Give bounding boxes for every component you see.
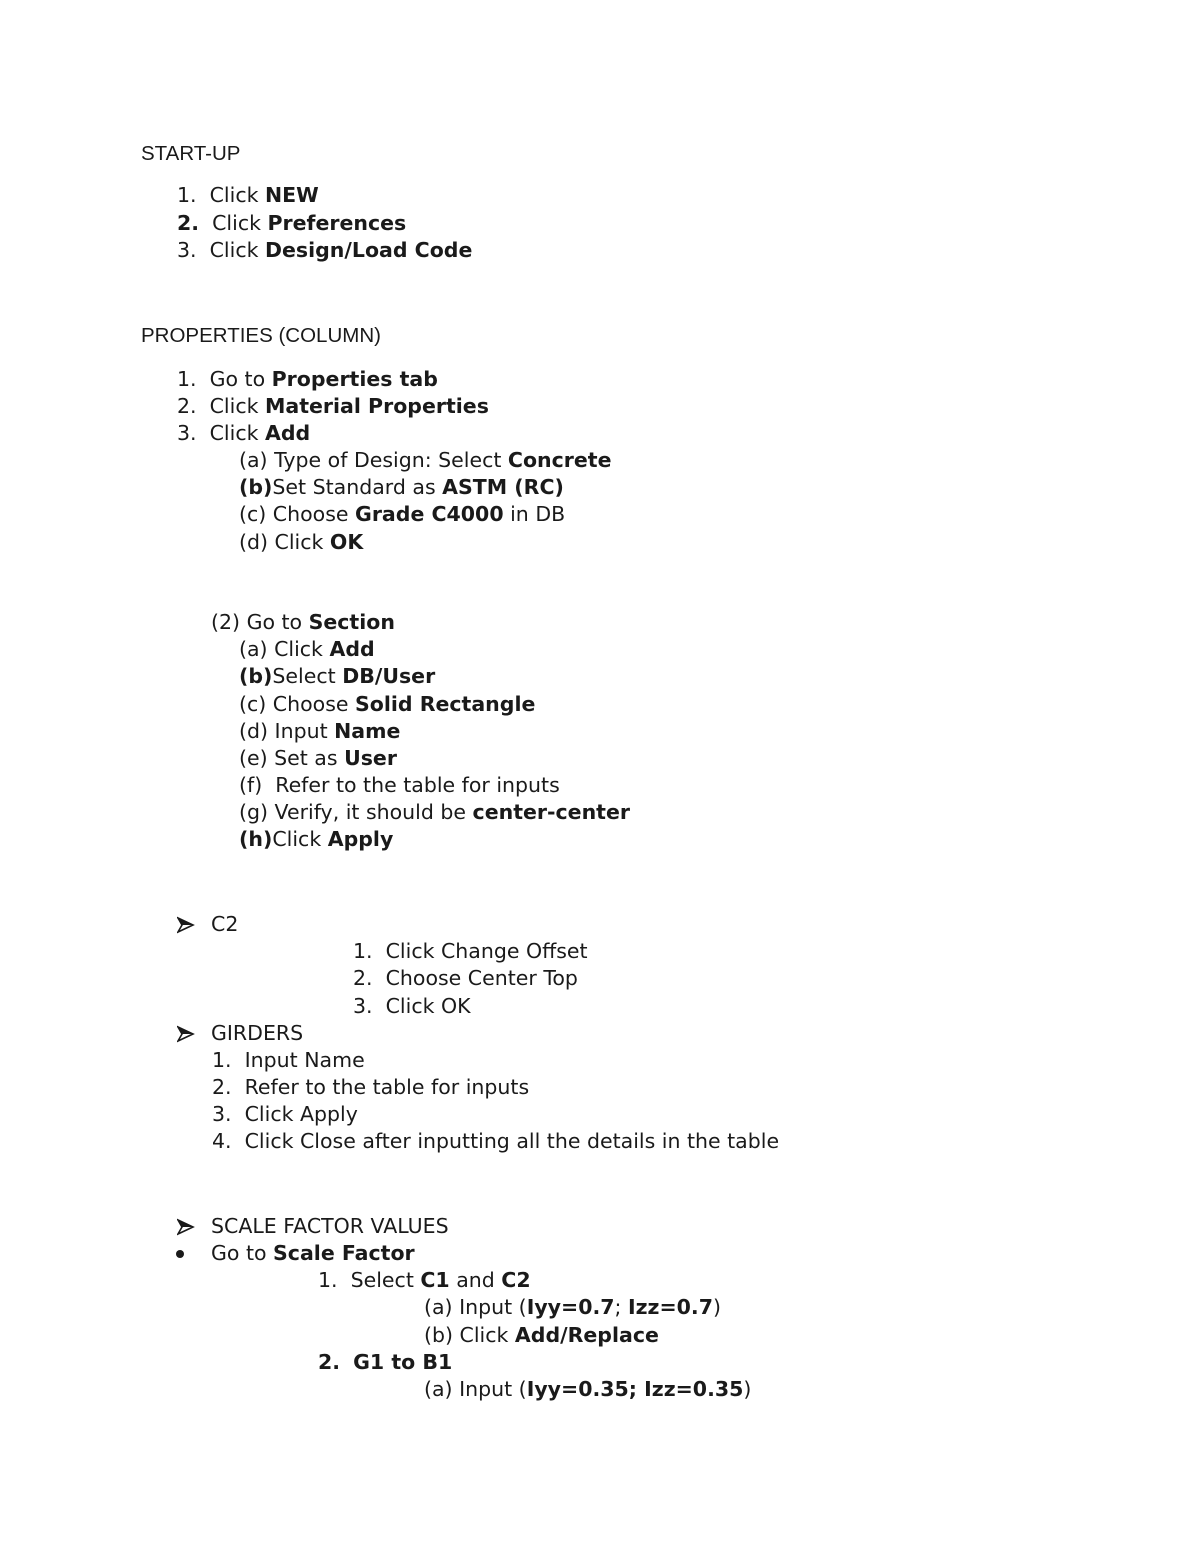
substep-bold: Apply: [327, 827, 394, 851]
substep-bold: Add/Replace: [514, 1323, 659, 1347]
step-text-mid: and: [449, 1268, 502, 1292]
step-bold: G1 to B1: [353, 1350, 453, 1374]
substep-bold: center-center: [472, 800, 630, 824]
c2-title: C2: [211, 912, 239, 936]
substep-label: (h): [239, 827, 273, 851]
step-bold: C2: [501, 1268, 531, 1292]
c2-step-1: [353, 938, 588, 965]
substep-bold: DB/User: [342, 664, 436, 688]
substep-text: Go to: [240, 610, 309, 634]
bullet-dot-icon: [176, 1250, 184, 1258]
list-number: 1.: [353, 939, 373, 963]
substep-bold: ASTM (RC): [442, 475, 564, 499]
scale-step-1: [318, 1267, 531, 1294]
substep-label: (a): [424, 1377, 453, 1401]
startup-step-1: [177, 182, 319, 209]
startup-step-3: [177, 237, 472, 264]
scale-step-1b: [424, 1322, 659, 1349]
step-bold: Design/Load Code: [264, 238, 473, 262]
substep-label: (c): [239, 692, 267, 716]
girders-title: GIRDERS: [211, 1021, 304, 1045]
list-number: 3.: [353, 994, 373, 1018]
substep-text: Click: [268, 530, 330, 554]
step-text: Click Close after inputting all the details in the table: [244, 1129, 780, 1153]
substep-label: (d): [239, 530, 269, 554]
add-substep-c: [239, 501, 565, 528]
substep-label: (2): [211, 610, 241, 634]
list-number: 1.: [177, 183, 197, 207]
substep-label: (b): [239, 475, 273, 499]
list-number: 2.: [177, 211, 200, 235]
substep-text: Select: [272, 664, 343, 688]
substep-text: Input (: [452, 1377, 527, 1401]
step-bold: C1: [420, 1268, 450, 1292]
step-text: Click: [212, 211, 268, 235]
list-number: 1.: [212, 1048, 232, 1072]
substep-text: Verify, it should be: [268, 800, 473, 824]
step-bold: NEW: [264, 183, 319, 207]
step-text: Click: [209, 421, 265, 445]
list-number: 3.: [177, 421, 197, 445]
substep-bold: Iyy=0.7: [526, 1295, 615, 1319]
properties-step-1: [177, 366, 438, 393]
section-step: [211, 609, 395, 636]
step-text: Click Change Offset: [385, 939, 588, 963]
substep-text: Click: [267, 637, 330, 661]
section-substep-a: [239, 636, 375, 663]
step-text: Click Apply: [244, 1102, 358, 1126]
substep-bold: Iyy=0.35; Izz=0.35: [526, 1377, 744, 1401]
substep-label: (a): [424, 1295, 453, 1319]
add-substep-a: [239, 447, 612, 474]
substep-sep: ;: [614, 1295, 628, 1319]
substep-label: (e): [239, 746, 268, 770]
step-text: Go to: [209, 367, 272, 391]
substep-label: (f): [239, 773, 263, 797]
list-number: 2.: [212, 1075, 232, 1099]
step-text: Choose Center Top: [385, 966, 578, 990]
arrowhead-bullet-icon: [177, 1025, 195, 1043]
substep-end: ): [743, 1377, 752, 1401]
properties-step-3: [177, 420, 310, 447]
step-text: Click: [209, 238, 265, 262]
section-substep-c: [239, 691, 535, 718]
substep-text: Click: [272, 827, 328, 851]
substep-text: Set Standard as: [272, 475, 443, 499]
list-number: 2.: [318, 1350, 341, 1374]
substep-bold: OK: [329, 530, 364, 554]
scale-title: SCALE FACTOR VALUES: [211, 1214, 449, 1238]
section-substep-e: [239, 745, 397, 772]
substep-bold: Add: [329, 637, 375, 661]
substep-label: (d): [239, 719, 269, 743]
startup-heading: START-UP: [141, 142, 241, 165]
substep-text: Input: [268, 719, 335, 743]
step-bold: Add: [264, 421, 311, 445]
substep-label: (b): [239, 664, 273, 688]
list-number: 4.: [212, 1129, 232, 1153]
substep-label: (c): [239, 502, 267, 526]
section-substep-f: [239, 772, 560, 799]
substep-text: Choose: [266, 502, 355, 526]
c2-step-3: [353, 993, 471, 1020]
bullet-bold: Scale Factor: [273, 1241, 415, 1265]
list-number: 1.: [318, 1268, 338, 1292]
list-number: 1.: [177, 367, 197, 391]
substep-text: Input (: [452, 1295, 527, 1319]
substep-label: (b): [424, 1323, 454, 1347]
section-substep-d: [239, 718, 400, 745]
section-substep-b: [239, 663, 435, 690]
bullet-text: Go to: [211, 1241, 274, 1265]
scale-step-2: [318, 1349, 452, 1376]
step-bold: Material Properties: [264, 394, 489, 418]
step-bold: Preferences: [267, 211, 407, 235]
substep-label: (a): [239, 637, 268, 661]
substep-text: Set as: [267, 746, 345, 770]
add-substep-d: [239, 529, 363, 556]
substep-bold: Solid Rectangle: [355, 692, 536, 716]
substep-text-after: in DB: [503, 502, 566, 526]
girders-step-4: [212, 1128, 779, 1155]
add-substep-b: [239, 474, 564, 501]
properties-step-2: [177, 393, 489, 420]
substep-label: (g): [239, 800, 269, 824]
scale-bullet: [211, 1240, 415, 1267]
section-substep-g: [239, 799, 630, 826]
arrowhead-bullet-icon: [177, 916, 195, 934]
substep-bold: User: [344, 746, 397, 770]
substep-bold: Grade C4000: [355, 502, 504, 526]
substep-text: Refer to the table for inputs: [262, 773, 560, 797]
scale-step-1a: [424, 1294, 721, 1321]
c2-step-2: [353, 965, 578, 992]
girders-step-1: [212, 1047, 365, 1074]
substep-end: ): [712, 1295, 721, 1319]
properties-heading: PROPERTIES (COLUMN): [141, 324, 381, 347]
startup-step-2: [177, 210, 406, 237]
list-number: 3.: [212, 1102, 232, 1126]
substep-text: Type of Design: Select: [267, 448, 508, 472]
substep-bold: Izz=0.7: [627, 1295, 713, 1319]
list-number: 2.: [177, 394, 197, 418]
step-text: Click OK: [385, 994, 471, 1018]
substep-text: Choose: [266, 692, 355, 716]
list-number: 3.: [177, 238, 197, 262]
step-text: Refer to the table for inputs: [244, 1075, 530, 1099]
girders-step-2: [212, 1074, 529, 1101]
girders-step-3: [212, 1101, 358, 1128]
step-bold: Properties tab: [271, 367, 438, 391]
step-text: Select: [350, 1268, 421, 1292]
substep-text: Click: [453, 1323, 515, 1347]
arrowhead-bullet-icon: [177, 1218, 195, 1236]
substep-bold: Section: [308, 610, 395, 634]
section-substep-h: [239, 826, 393, 853]
substep-label: (a): [239, 448, 268, 472]
step-text: Click: [209, 183, 265, 207]
step-text: Click: [209, 394, 265, 418]
step-text: Input Name: [244, 1048, 365, 1072]
scale-step-2a: [424, 1376, 751, 1403]
substep-bold: Name: [334, 719, 401, 743]
list-number: 2.: [353, 966, 373, 990]
substep-bold: Concrete: [507, 448, 612, 472]
